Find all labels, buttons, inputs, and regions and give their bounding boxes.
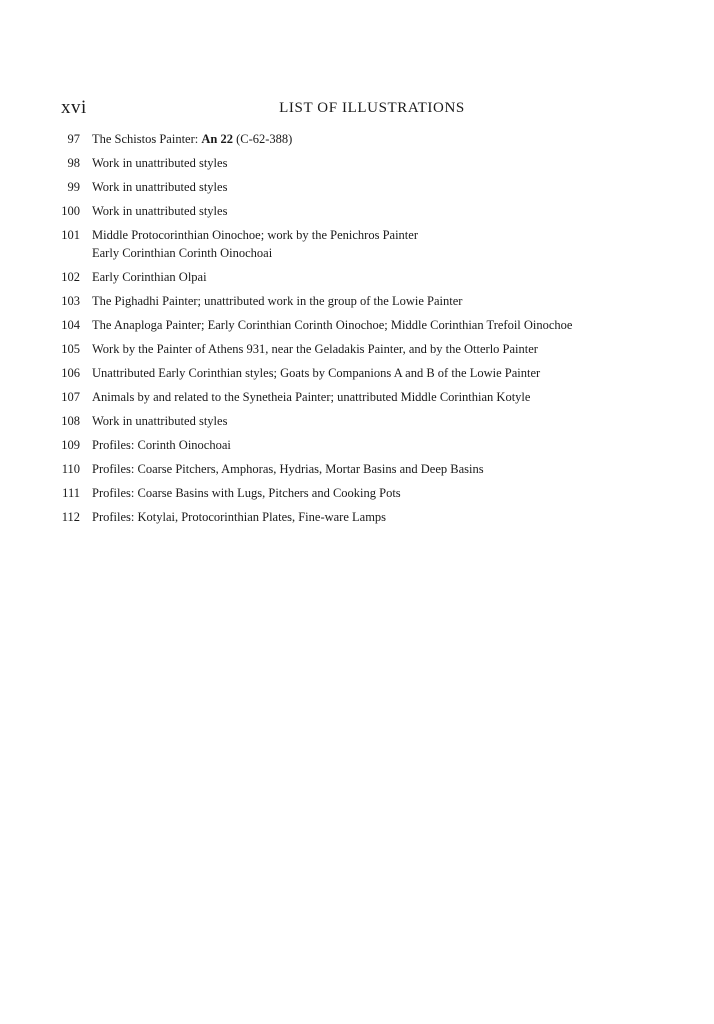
- plate-number: 106: [61, 366, 80, 380]
- list-item: [44, 130, 684, 148]
- plate-caption: [80, 436, 231, 454]
- plate-number: 102: [61, 270, 80, 284]
- plate-number: 97: [67, 132, 80, 146]
- caption-line: Work in unattributed styles: [92, 156, 228, 170]
- running-head-title: LIST OF ILLUSTRATIONS: [279, 100, 465, 116]
- plate-caption: [80, 292, 462, 310]
- caption-line: Work in unattributed styles: [92, 204, 228, 218]
- list-item: [44, 178, 684, 196]
- caption-line: Profiles: Kotylai, Protocorinthian Plates, Fine-ware Lamps: [92, 510, 387, 524]
- caption-line: Early Corinthian Olpai: [92, 270, 207, 284]
- catalogue-number: An 22: [201, 132, 233, 146]
- plate-number: 107: [61, 390, 80, 404]
- caption-line: Work in unattributed styles: [92, 414, 228, 428]
- caption-text: The Schistos Painter:: [92, 132, 202, 146]
- plate-number: 103: [61, 294, 80, 308]
- list-item: [44, 202, 684, 220]
- plate-number: 101: [61, 228, 80, 242]
- list-item: [44, 292, 684, 310]
- plate-number: 112: [61, 510, 80, 524]
- caption-line: Profiles: Corinth Oinochoai: [92, 438, 231, 452]
- list-item: [44, 154, 684, 172]
- caption-line: Work in unattributed styles: [92, 180, 228, 194]
- plate-caption: [80, 268, 207, 286]
- plate-caption: [80, 154, 227, 172]
- list-item: [44, 412, 684, 430]
- caption-line: The Pighadhi Painter; unattributed work in the group of the Lowie Painter: [92, 294, 463, 308]
- plate-caption: [80, 484, 401, 502]
- caption-line: Profiles: Coarse Pitchers, Amphoras, Hydrias, Mortar Basins and Deep Basins: [92, 462, 484, 476]
- caption-line: Unattributed Early Corinthian styles; Goats by Companions A and B of the Lowie Painter: [92, 366, 541, 380]
- illustration-list: [44, 130, 684, 526]
- plate-caption: [80, 226, 418, 262]
- plate-number: 108: [61, 414, 80, 428]
- plate-number: 111: [62, 486, 80, 500]
- plate-number: 104: [61, 318, 80, 332]
- plate-caption: [80, 202, 227, 220]
- list-item: [44, 268, 684, 286]
- list-item: [44, 460, 684, 478]
- caption-line: Profiles: Coarse Basins with Lugs, Pitchers and Cooking Pots: [92, 486, 401, 500]
- plate-number: 100: [61, 204, 80, 218]
- caption-line: The Anaploga Painter; Early Corinthian Corinth Oinochoe; Middle Corinthian Trefoil Oinochoe: [92, 318, 573, 332]
- caption-line: Work by the Painter of Athens 931, near the Geladakis Painter, and by the Otterlo Painter: [92, 342, 538, 356]
- list-item: [44, 484, 684, 502]
- list-item: [44, 340, 684, 358]
- plate-caption: [80, 340, 538, 358]
- inventory-number: (C-62-388): [232, 132, 293, 146]
- list-item: [44, 316, 684, 334]
- plate-caption: [80, 364, 540, 382]
- plate-number: 99: [67, 180, 80, 194]
- plate-number: 105: [61, 342, 80, 356]
- plate-caption: [80, 178, 227, 196]
- list-item: [44, 508, 684, 526]
- page-number: xvi: [61, 97, 87, 118]
- plate-caption: [80, 412, 227, 430]
- caption-line: Middle Protocorinthian Oinochoe; work by the Penichros Painter: [92, 228, 418, 242]
- plate-caption: [80, 130, 292, 148]
- caption-line: Early Corinthian Corinth Oinochoai: [92, 246, 273, 260]
- plate-caption: [80, 316, 572, 334]
- plate-number: 98: [67, 156, 80, 170]
- list-item: [44, 226, 684, 262]
- caption-line: Animals by and related to the Synetheia Painter; unattributed Middle Corinthian Kotyle: [92, 390, 531, 404]
- list-item: [44, 388, 684, 406]
- plate-caption: [80, 460, 484, 478]
- list-item: [44, 436, 684, 454]
- list-item: [44, 364, 684, 382]
- caption-line: [92, 130, 292, 148]
- plate-number: 110: [61, 462, 80, 476]
- plate-number: 109: [61, 438, 80, 452]
- plate-caption: [80, 508, 386, 526]
- plate-caption: [80, 388, 530, 406]
